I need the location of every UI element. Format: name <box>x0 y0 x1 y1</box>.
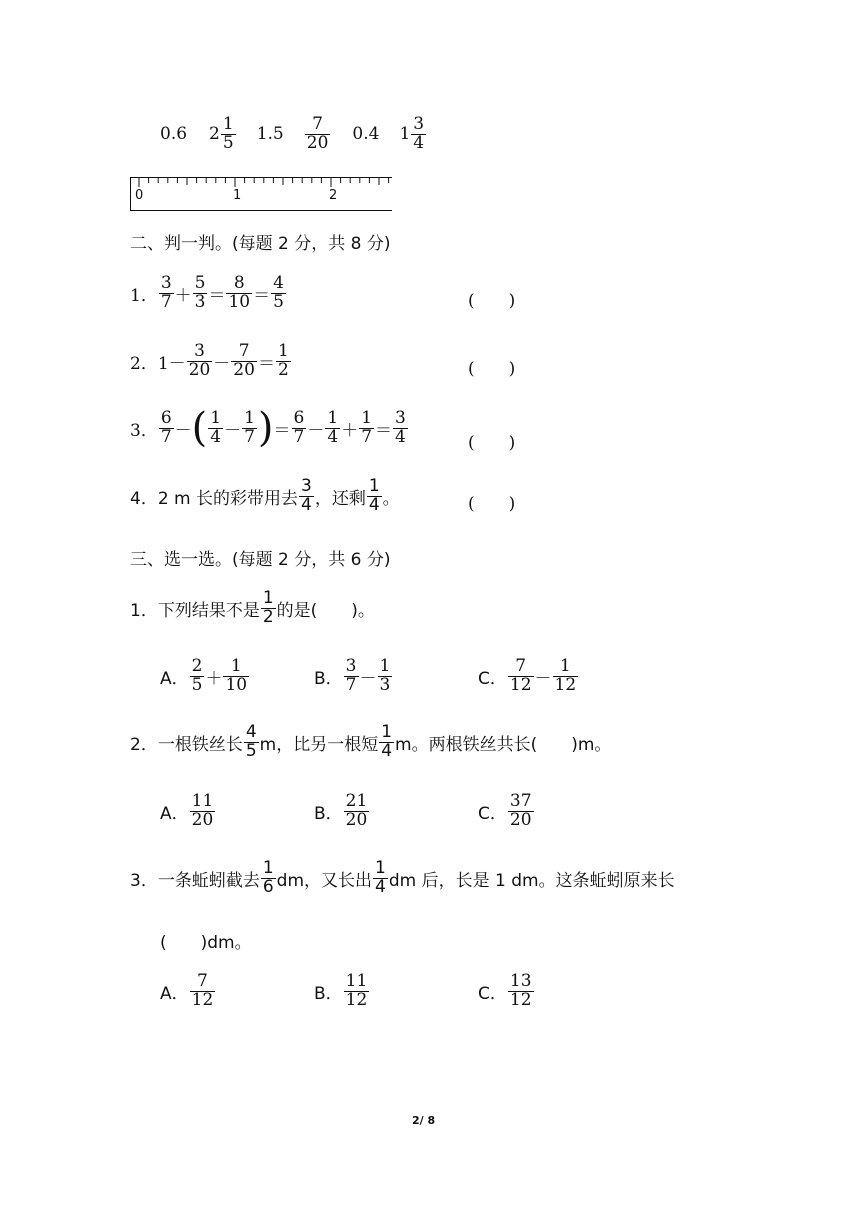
left-paren: ( <box>191 405 208 451</box>
answer-blank-s2-q2[interactable]: ( ) <box>468 359 516 379</box>
value-0-6: 0.6 <box>160 124 188 145</box>
value-0-4: 0.4 <box>352 124 380 145</box>
section2-title: 二、判一判。(每题 2 分，共 8 分) <box>130 234 391 254</box>
right-paren: ) <box>257 405 274 451</box>
s3-q2-option-a[interactable]: A． $\frac{11}{20}$ <box>160 791 214 830</box>
s3-q2-option-b[interactable]: B． $\frac{21}{20}$ <box>314 791 368 830</box>
value-mixed-2-1-5: 2 $\frac{1}{5}$ <box>209 114 234 153</box>
section3-q3-cont: ( )dm。 <box>160 933 252 953</box>
value-7-20: $\frac{7}{20}$ <box>306 114 329 153</box>
section3-q3: 3． 一条蚯蚓截去 $\frac{1}{6}$ dm，又长出 $\frac{1}{4}$ dm 后，长是 1 dm。这条蚯蚓原来长 <box>130 858 675 897</box>
s3-q3-option-b[interactable]: B． $\frac{11}{12}$ <box>314 971 368 1010</box>
section3-q2: 2． 一根铁丝长 $\frac{4}{5}$ m，比另一根短 $\frac{1}{4}$ m。两根铁丝共长( )m。 <box>130 722 612 761</box>
value-1-5: 1.5 <box>256 124 284 145</box>
ruler-label-2: 2 <box>329 188 338 203</box>
ruler-label-1: 1 <box>233 188 242 203</box>
answer-blank-s2-q3[interactable]: ( ) <box>468 433 516 453</box>
page-number: 2/ 8 <box>412 1114 436 1127</box>
ruler-ticks <box>131 178 393 212</box>
value-mixed-1-3-4: 1 $\frac{3}{4}$ <box>399 114 425 153</box>
section2-q1: 1． $\frac{3}{7}$ ＋ $\frac{5}{3}$ ＝ $\frac{8}{10}$ ＝ $\frac{4}{5}$ <box>130 273 284 312</box>
s3-q1-option-b[interactable]: B． $\frac{3}{7}$ － $\frac{1}{3}$ <box>314 656 391 695</box>
ruler-label-0: 0 <box>135 188 144 203</box>
section3-title: 三、选一选。(每题 2 分，共 6 分) <box>130 550 391 570</box>
number-line-ruler <box>130 177 392 211</box>
s3-q1-option-a[interactable]: A． $\frac{2}{5}$ ＋ $\frac{1}{10}$ <box>160 656 248 695</box>
s3-q2-option-c[interactable]: C． $\frac{37}{20}$ <box>478 791 532 830</box>
s3-q3-option-a[interactable]: A． $\frac{7}{12}$ <box>160 971 214 1010</box>
section3-q1: 1． 下列结果不是 $\frac{1}{2}$ 的是( )。 <box>130 588 375 627</box>
s3-q3-option-c[interactable]: C． $\frac{13}{12}$ <box>478 971 532 1010</box>
s3-q1-option-c[interactable]: C． $\frac{7}{12}$ － $\frac{1}{12}$ <box>478 656 577 695</box>
answer-blank-s2-q4[interactable]: ( ) <box>468 494 516 514</box>
section2-q4: 4． 2 m 长的彩带用去 $\frac{3}{4}$ ，还剩 $\frac{1}{4}$ 。 <box>130 476 400 515</box>
number-line-values <box>160 116 427 153</box>
answer-blank-s2-q1[interactable]: ( ) <box>468 291 516 311</box>
section2-q3: 3． $\frac{6}{7}$ － ( $\frac{1}{4}$ － $\frac{1}{7}$ ) ＝ $\frac{6}{7}$ － $\frac{1}{4}$ ＋ $\frac{1}{7}$ ＝ $\frac{3}{4}$ <box>130 405 406 451</box>
section2-q2: 2． 1－ $\frac{3}{20}$ － $\frac{7}{20}$ ＝ $\frac{1}{2}$ <box>130 341 289 380</box>
